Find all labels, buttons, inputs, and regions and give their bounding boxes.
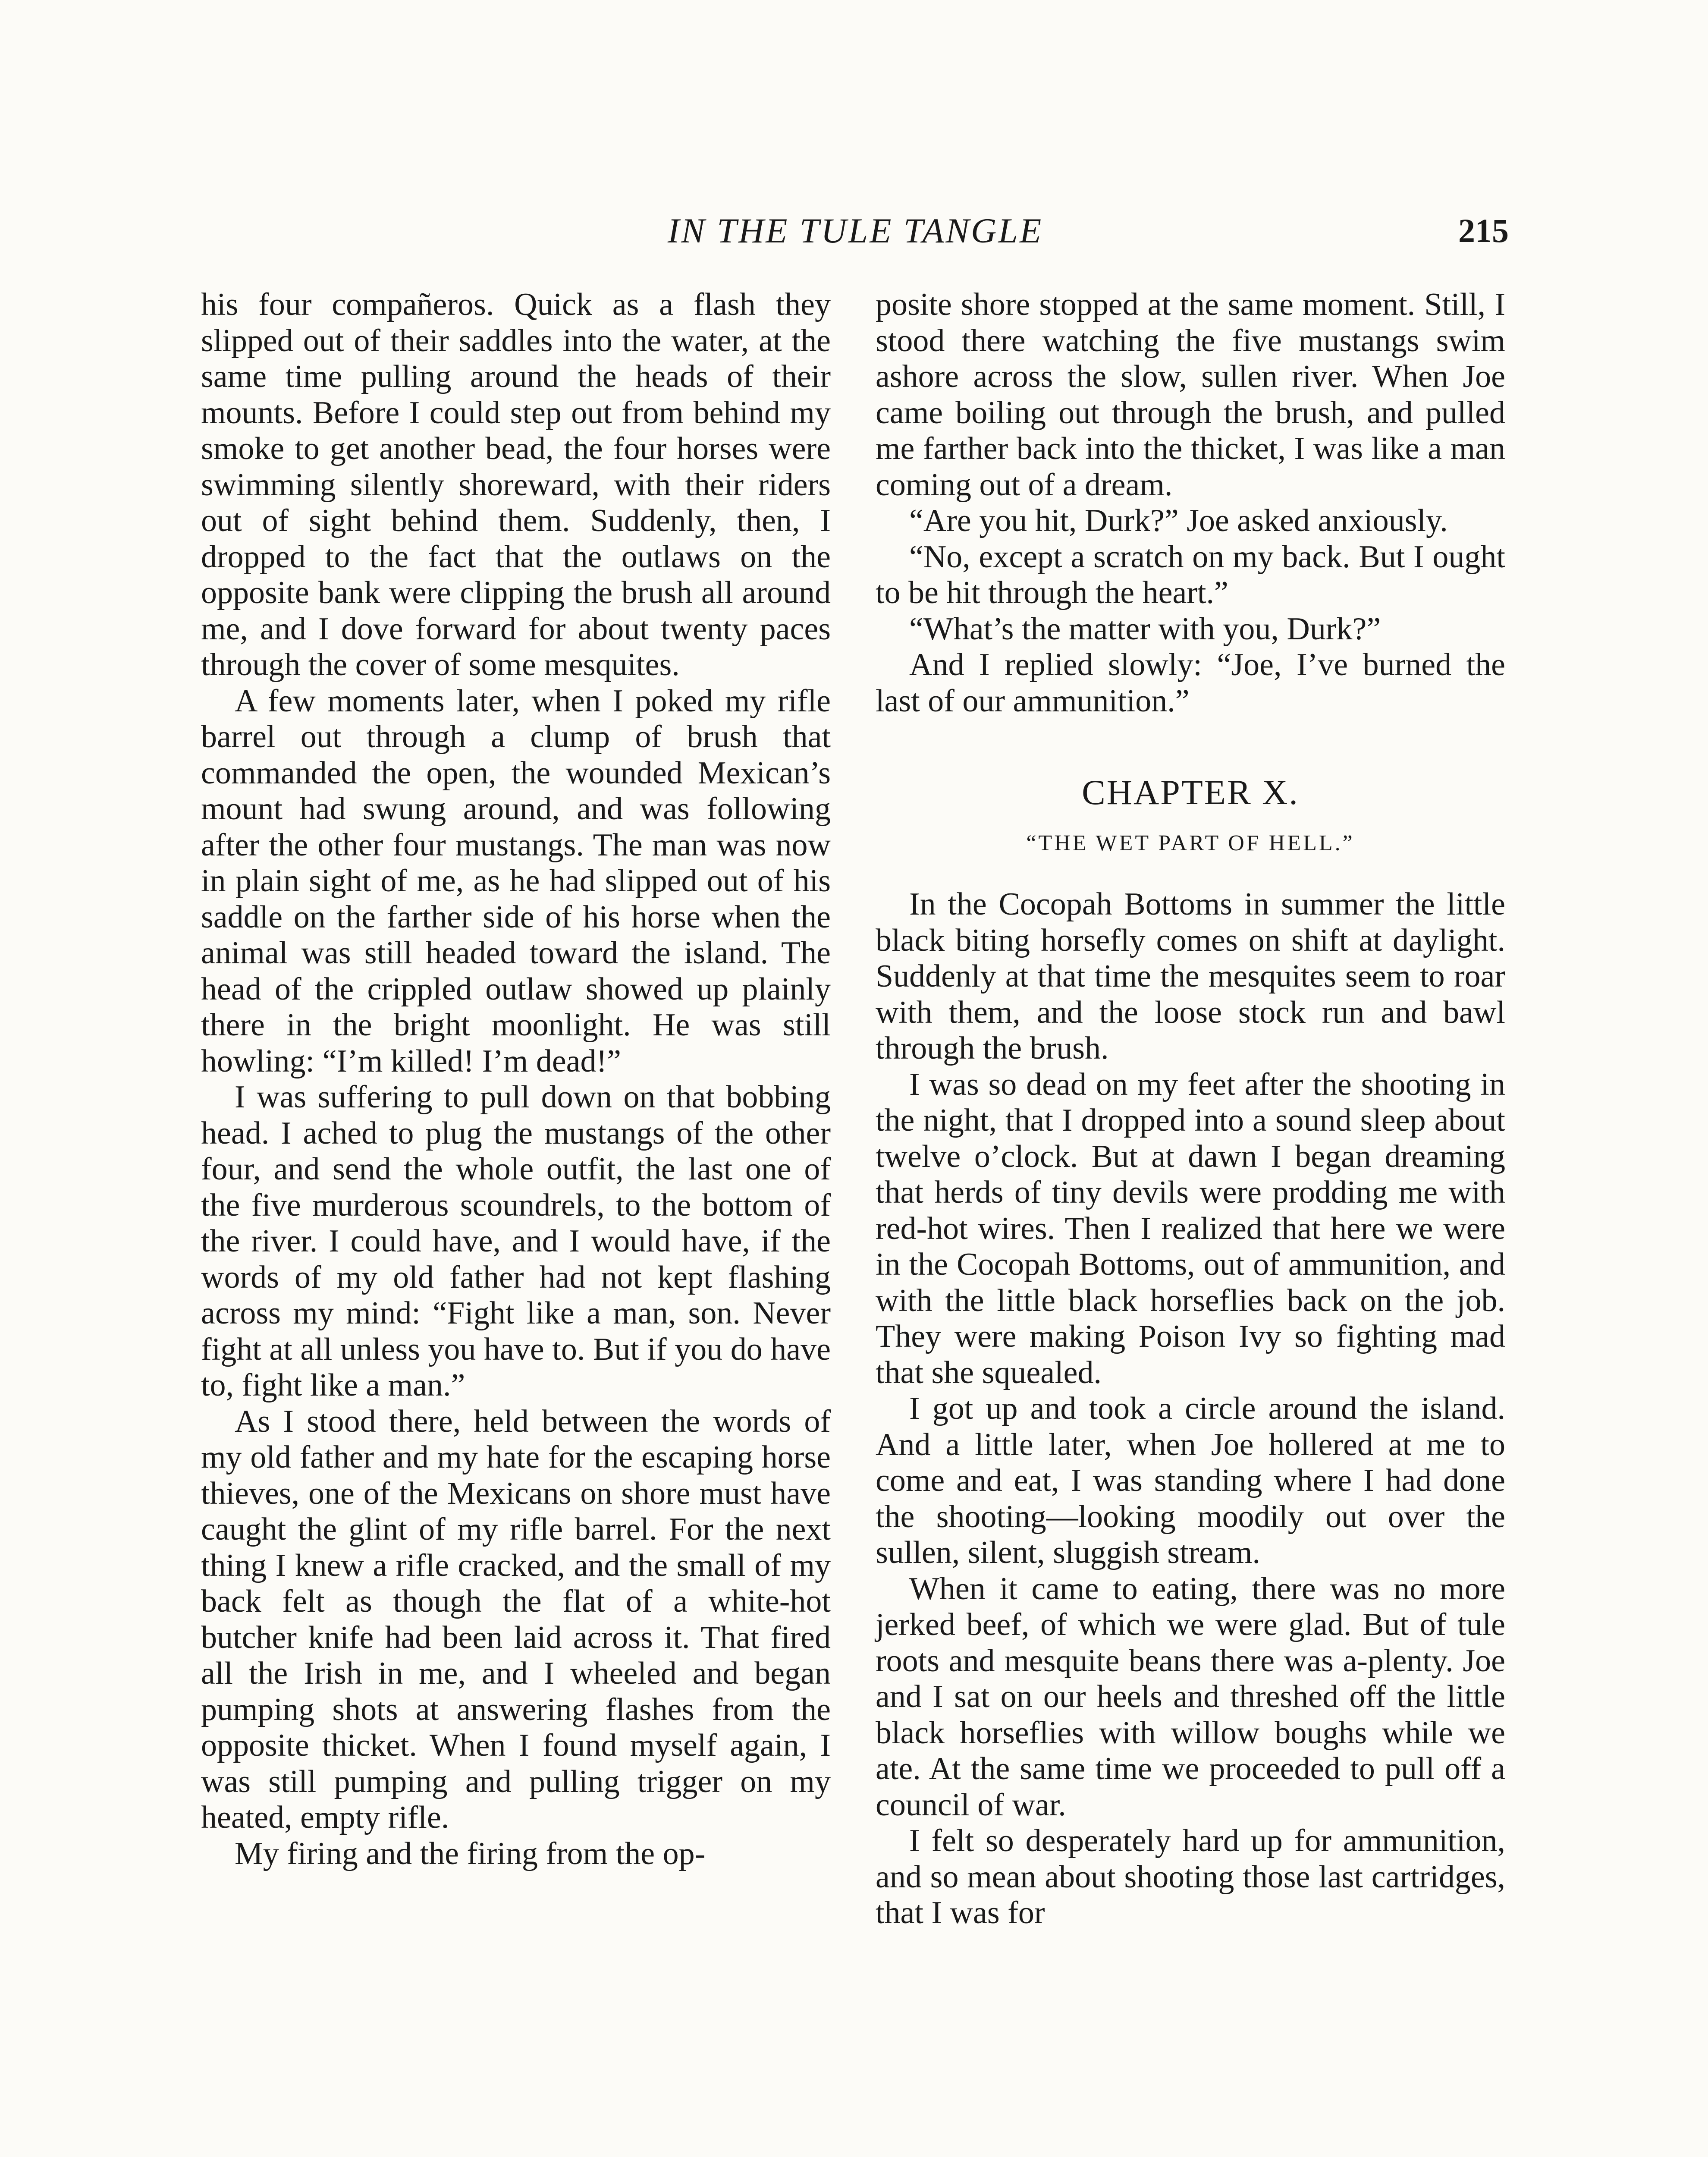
paragraph: And I replied slowly: “Joe, I’ve burned the last of our ammunition.” bbox=[876, 647, 1505, 719]
paragraph: I was so dead on my feet after the shooting in the night, that I dropped into a sound sleep about twelve o’clock. But at dawn I began dreaming that herds of tiny devils were prodding me with red-hot wires. Then I realized that here we were in the Cocopah Bottoms, out of ammunition, and with the little black horseflies back on the job. They were making Poison Ivy so fighting mad that she squealed. bbox=[876, 1066, 1505, 1390]
paragraph: My firing and the firing from the op- bbox=[235, 1836, 706, 1871]
page-number: 215 bbox=[1458, 212, 1509, 249]
paragraph: In the Cocopah Bottoms in summer the little black biting horsefly comes on shift at daylight. Suddenly at that time the mesquites seem to roar with them, and the loose stock run and bawl through the brush. bbox=[876, 887, 1505, 1066]
paragraph: As I stood there, held between the words of my old father and my hate for the escaping horse thieves, one of the Mexicans on shore must have caught the glint of my rifle barrel. For the next thing I knew a rifle cracked, and the small of my back felt as though the flat of a white-hot butcher knife had been laid across it. That fired all the Irish in me, and I wheeled and began pumping shots at answering flashes from the opposite thicket. When I found myself again, I was still pumping and pulling trigger on my heated, empty rifle. bbox=[201, 1403, 831, 1835]
paragraph: I was suffering to pull down on that bobbing head. I ached to plug the mustangs of the other four, and send the whole outfit, the last one of the five murderous scoundrels, to the bottom of the river. I could have, and I would have, if the words of my old father had not kept flashing across my mind: “Fight like a man, son. Never fight at all unless you have to. But if you do have to, fight like a man.” bbox=[201, 1079, 831, 1403]
paragraph: I got up and took a circle around the island. And a little later, when Joe hollered at me to come and eat, I was standing where I had done the shooting—looking moodily out over the sullen, silent, sluggish stream. bbox=[876, 1391, 1505, 1570]
running-header bbox=[202, 207, 1509, 255]
running-title: IN THE TULE TANGLE bbox=[667, 211, 1043, 250]
paragraph: I felt so desperately hard up for ammunition, and so mean about shooting those last cartridges, that I was for bbox=[876, 1823, 1505, 1931]
chapter-subtitle: “THE WET PART OF HELL.” bbox=[1026, 831, 1355, 855]
right-column bbox=[876, 287, 1505, 1931]
chapter-title: CHAPTER X. bbox=[1082, 773, 1299, 812]
paragraph: When it came to eating, there was no more jerked beef, of which we were glad. But of tule roots and mesquite beans there was a-plenty. Joe and I sat on our heels and threshed off the little black horseflies with willow boughs while we ate. At the same time we proceeded to pull off a council of war. bbox=[876, 1571, 1505, 1823]
paragraph: “Are you hit, Durk?” Joe asked anxiously. bbox=[909, 503, 1448, 538]
paragraph: A few moments later, when I poked my rifle barrel out through a clump of brush that commanded the open, the wounded Mexican’s mount had swung around, and was following after the other four mustangs. The man was now in plain sight of me, as he had slipped out of his saddle on the farther side of his horse when the animal was still headed toward the island. The head of the crippled outlaw showed up plainly there in the bright moonlight. He was still howling: “I’m killed! I’m dead!” bbox=[201, 683, 831, 1079]
paragraph: posite shore stopped at the same moment. Still, I stood there watching the five mustangs swim ashore across the slow, sullen river. When Joe came boiling out through the brush, and pulled me farther back into the thicket, I was like a man coming out of a dream. bbox=[876, 287, 1505, 503]
paragraph: “No, except a scratch on my back. But I ought to be hit through the heart.” bbox=[876, 539, 1505, 610]
paragraph: his four compañeros. Quick as a flash they slipped out of their saddles into the water, at the same time pulling around the heads of their mounts. Before I could step out from behind my smoke to get another bead, the four horses were swimming silently shoreward, with their riders out of sight behind them. Suddenly, then, I dropped to the fact that the outlaws on the opposite bank were clipping the brush all around me, and I dove forward for about twenty paces through the cover of some mesquites. bbox=[201, 287, 831, 682]
paragraph: “What’s the matter with you, Durk?” bbox=[909, 611, 1381, 647]
left-column bbox=[201, 287, 831, 1872]
